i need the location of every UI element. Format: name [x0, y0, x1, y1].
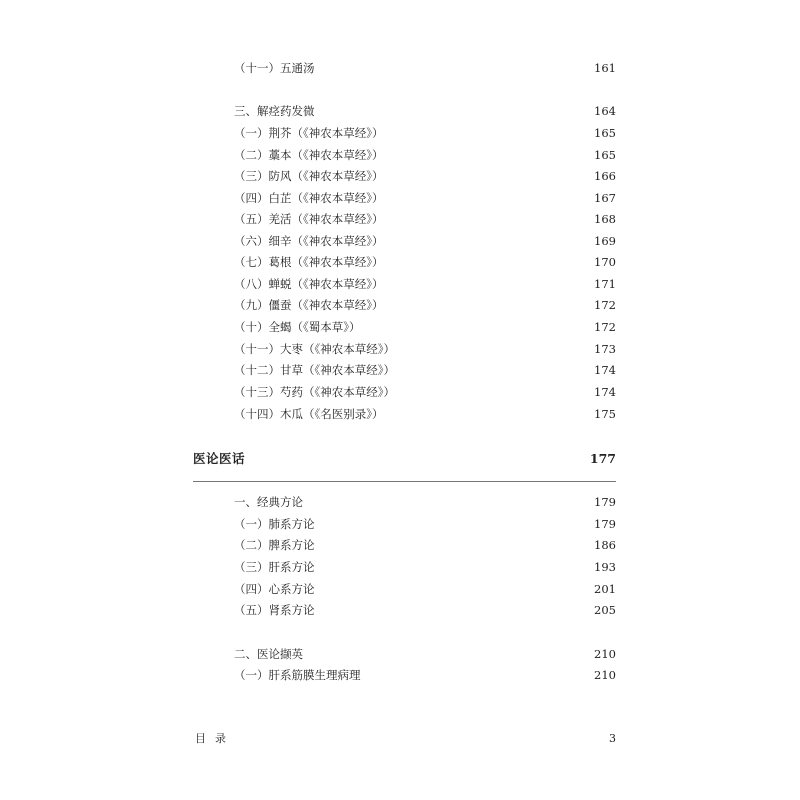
toc-entry — [0, 339, 800, 359]
toc-entry-page: 174 — [594, 363, 616, 377]
toc-entry-page: 170 — [594, 255, 616, 269]
toc-entry-label: （四）白芷（《神农本草经》） — [234, 191, 384, 205]
toc-entry-page: 172 — [594, 320, 616, 334]
toc-entry-page: 173 — [594, 342, 616, 356]
toc-entry — [0, 231, 800, 251]
toc-entry-label: （一）荆芥（《神农本草经》） — [234, 126, 384, 140]
toc-entry — [0, 665, 800, 685]
toc-entry — [0, 166, 800, 186]
chapter-divider — [193, 481, 616, 482]
toc-entry-label: （十二）甘草（《神农本草经》） — [234, 363, 395, 377]
toc-entry — [0, 188, 800, 208]
toc-entry-label: 二、医论撷英 — [234, 647, 303, 661]
toc-entry — [0, 209, 800, 229]
toc-section-heading — [0, 101, 800, 121]
toc-entry-label: 医论医话 — [193, 451, 246, 466]
toc-entry-label: （十三）芍药（《神农本草经》） — [234, 385, 395, 399]
toc-entry-page: 169 — [594, 234, 616, 248]
running-footer-title: 目录 — [195, 732, 235, 745]
toc-entry-page: 161 — [594, 61, 616, 75]
toc-entry-label: （二）藁本（《神农本草经》） — [234, 148, 384, 162]
toc-entry-label: 三、解痉药发微 — [234, 104, 315, 118]
toc-entry-page: 172 — [594, 298, 616, 312]
toc-entry-label: （八）蝉蜕（《神农本草经》） — [234, 277, 384, 291]
toc-entry — [0, 58, 800, 78]
toc-entry-page: 167 — [594, 191, 616, 205]
toc-entry-label: （十）全蝎（《蜀本草》） — [234, 320, 361, 334]
toc-entry-page: 164 — [594, 104, 616, 118]
toc-entry-label: （十一）五通汤 — [234, 61, 315, 75]
toc-entry — [0, 535, 800, 555]
toc-entry-page: 166 — [594, 169, 616, 183]
toc-entry — [0, 123, 800, 143]
toc-entry — [0, 404, 800, 424]
toc-entry-page: 179 — [594, 517, 616, 531]
toc-entry-label: （五）羌活（《神农本草经》） — [234, 212, 384, 226]
toc-entry — [0, 274, 800, 294]
toc-entry-page: 210 — [594, 668, 616, 682]
toc-entry — [0, 317, 800, 337]
toc-chapter-heading — [0, 449, 800, 469]
toc-entry-label: （三）肝系方论 — [234, 560, 315, 574]
toc-entry-page: 168 — [594, 212, 616, 226]
toc-entry-page: 201 — [594, 582, 616, 596]
toc-section-heading — [0, 492, 800, 512]
toc-entry-page: 210 — [594, 647, 616, 661]
toc-entry-label: （一）肺系方论 — [234, 517, 315, 531]
toc-entry — [0, 145, 800, 165]
toc-entry-page: 165 — [594, 126, 616, 140]
toc-entry — [0, 514, 800, 534]
toc-entry-page: 186 — [594, 538, 616, 552]
toc-entry-label: （十四）木瓜（《名医别录》） — [234, 407, 384, 421]
toc-entry-label: （三）防风（《神农本草经》） — [234, 169, 384, 183]
toc-entry-label: 一、经典方论 — [234, 495, 303, 509]
toc-entry — [0, 600, 800, 620]
toc-entry-label: （一）肝系筋膜生理病理 — [234, 668, 361, 682]
toc-entry-page: 179 — [594, 495, 616, 509]
toc-entry-page: 174 — [594, 385, 616, 399]
toc-entry-label: （五）肾系方论 — [234, 603, 315, 617]
toc-entry — [0, 557, 800, 577]
toc-entry-page: 171 — [594, 277, 616, 291]
toc-entry-page: 177 — [589, 451, 616, 466]
toc-entry — [0, 252, 800, 272]
toc-entry — [0, 579, 800, 599]
toc-section-heading — [0, 644, 800, 664]
toc-entry — [0, 295, 800, 315]
toc-entry-label: （十一）大枣（《神农本草经》） — [234, 342, 395, 356]
toc-entry-label: （九）僵蚕（《神农本草经》） — [234, 298, 384, 312]
toc-entry-page: 165 — [594, 148, 616, 162]
toc-entry-label: （七）葛根（《神农本草经》） — [234, 255, 384, 269]
toc-entry-page: 175 — [594, 407, 616, 421]
toc-entry-page: 205 — [594, 603, 616, 617]
toc-entry-label: （六）细辛（《神农本草经》） — [234, 234, 384, 248]
toc-entry — [0, 382, 800, 402]
toc-entry-label: （二）脾系方论 — [234, 538, 315, 552]
toc-entry — [0, 360, 800, 380]
toc-entry-label: （四）心系方论 — [234, 582, 315, 596]
toc-entry-page: 193 — [594, 560, 616, 574]
page-number: 3 — [609, 732, 616, 745]
